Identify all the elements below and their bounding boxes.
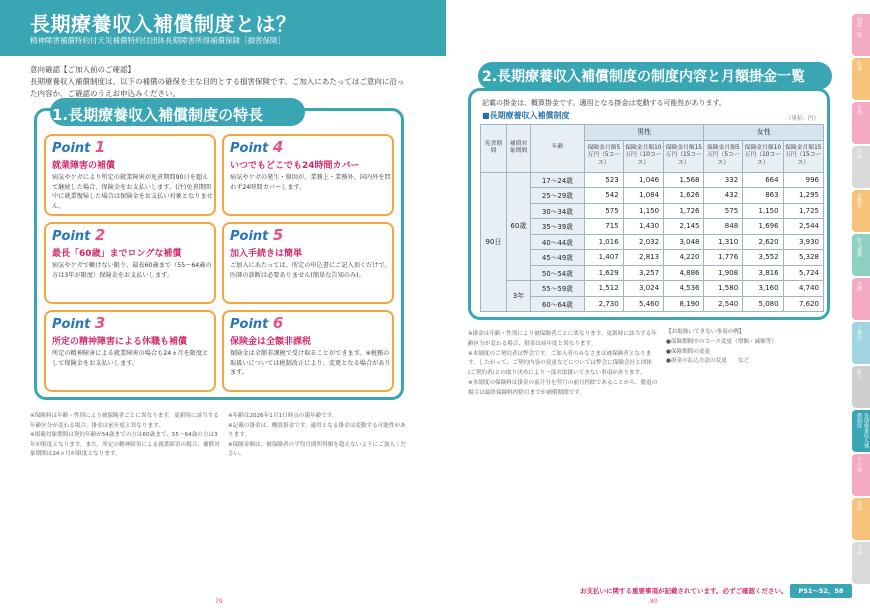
side-tab-label: 介護 [856,281,862,291]
female-premium-cell: 575 [704,203,743,219]
male-premium-cell: 3,024 [623,281,663,297]
note: ※掲載対象期間は契約年齢が54歳までの方は60歳まで、55〜64歳の方は3年が限度となります。また、所定の精神障害による就業障害の場合、補償対象期間は24ヵ月が限度となります。 [30,432,220,457]
age-cell: 60～64歳 [531,296,585,312]
age-cell: 17～24歳 [531,172,585,188]
age-cell: 30～34歳 [531,203,585,219]
side-tab-label: 団体 [856,149,862,159]
female-premium-cell: 1,908 [704,265,743,281]
header-course-15: 保険金月額15万円（15コース） [783,140,823,172]
female-premium-cell: 1,150 [743,203,783,219]
point-heading: 所定の精神障害による休職も補償 [52,337,188,347]
side-tab-label: 長期療養収入補償制度 [856,413,869,448]
table-row [481,250,824,266]
female-premium-cell: 2,544 [783,219,823,235]
female-premium-cell: 1,310 [704,234,743,250]
side-tab[interactable] [852,190,870,232]
age-cell: 55～59歳 [531,281,585,297]
point-word: Point [230,141,269,156]
note: ※保険料は年齢・性別により被保険者ごとに異なります。更新時に該当する年齢区分が変わる場合、掛金は前年度と異なります。 [30,413,219,429]
point-body: 病気やケガの発生・原因が、業務上・業務外、国内外を問わず24時間カバーします。 [230,174,391,191]
left-notes-b [228,412,408,460]
point-heading: 就業障害の補償 [52,161,116,171]
side-tab-label: 生命 [856,105,862,115]
male-premium-cell: 1,150 [623,203,663,219]
header-course-10: 保険金月額10万円（10コース） [623,140,663,172]
side-tab[interactable] [852,322,870,364]
female-premium-cell: 5,080 [743,296,783,312]
point-card [222,134,394,216]
point-card [44,222,216,304]
male-premium-cell: 4,886 [664,265,704,281]
note: ※年齢は2026年1月1日時点の満年齢です。 [228,413,338,419]
page-number-left: 79 [215,598,223,605]
header-male: 男性 [585,125,704,141]
side-tab-label: その他 [856,457,862,472]
male-premium-cell: 542 [585,188,624,204]
premium-table-title: ■長期療養収入補償制度 [482,111,570,120]
side-tab-label: ご案内 [856,325,862,340]
male-premium-cell: 5,460 [623,296,663,312]
unavailable-items-box [666,328,826,367]
point-body: 病気やケガで働けない限り、最長60歳まで（55〜64歳の方は3年が限度）保険金をお支払いします。 [52,262,212,279]
page-number-right: 80 [650,598,658,605]
point-number: 6 [272,314,284,332]
point-word: Point [52,317,91,332]
point-heading: 保険金は全額非課税 [230,337,312,347]
point-body: ご加入にあたっては、所定の申込書にご記入頂くだけで、医師の診断は必要ありません(簡単な告知のみ)。 [230,262,391,279]
female-premium-cell: 3,930 [783,234,823,250]
header-course-5: 保険金月額5万円（5コース） [704,140,743,172]
left-notes-a [30,412,220,460]
male-premium-cell: 3,257 [623,265,663,281]
table-row [481,265,824,281]
point-heading: 最長「60歳」までロングな補償 [52,249,182,259]
period-cell: 3年 [507,281,531,312]
point-number: 4 [272,138,284,156]
features-banner-title: 1.長期療養収入補償制度の特長 [52,106,264,124]
age-cell: 25～29歳 [531,188,585,204]
point-word: Point [230,317,269,332]
unavailable-title: 【お取扱いできない事項の例】 [666,329,745,335]
male-premium-cell: 1,512 [585,281,624,297]
side-tab-label: 自動車 [856,193,862,208]
point-number: 1 [94,138,106,156]
point-card [222,222,394,304]
point-card [44,310,216,392]
page-subtitle: 精神障害補償特約付天災補償特約付団体長期障害所得補償保険［損害保険］ [30,36,285,45]
female-premium-cell: 863 [743,188,783,204]
female-premium-cell: 1,295 [783,188,823,204]
female-premium-cell: 996 [783,172,823,188]
point-heading: 加入手続きは簡単 [230,249,303,259]
side-tab[interactable] [852,454,870,496]
male-premium-cell: 4,536 [664,281,704,297]
male-premium-cell: 1,016 [585,234,624,250]
intro-text: 長期療養収入補償制度は、以下の補償の確保を主な目的とする損害保険です。ご加入にあたってはご意向に沿った内容か、ご確認のうえお申込みください。 [30,77,405,98]
side-tab[interactable] [852,102,870,144]
header-course-15: 保険金月額15万円（15コース） [664,140,704,172]
table-row [481,219,824,235]
header-period: 補償対象期間 [507,125,531,173]
male-premium-cell: 1,568 [664,172,704,188]
note: ※本制度のご契約者は弊会です。ご加入者のみなさまは被保険者となります。したがって、ご契約内容の変更などについては弊会に保険会社と団体(ご契約者)との取り決めにより一部お取扱いできない事項があります。 [468,350,652,377]
female-premium-cell: 7,620 [783,296,823,312]
footer-note: お支払いに関する重要事項が記載されています。必ずご確認ください。 [580,587,788,595]
table-row [481,281,824,297]
intro-label: 意向確認【ご加入前のご確認】 [30,65,135,74]
male-premium-cell: 2,730 [585,296,624,312]
unavailable-item: ●掛金の払込方法の変更 など [666,358,750,365]
point-heading: いつでもどこでも24時間カバー [230,161,360,171]
female-premium-cell: 2,540 [704,296,743,312]
table-row [481,188,824,204]
period-cell: 60歳 [507,172,531,281]
header-course-10: 保険金月額10万円（10コース） [743,140,783,172]
header-age: 年齢 [531,125,585,173]
male-premium-cell: 523 [585,172,624,188]
side-tab-label: 資料 [856,501,862,511]
male-premium-cell: 715 [585,219,624,235]
female-premium-cell: 5,328 [783,250,823,266]
exemption-cell: 90日 [481,172,507,312]
header-exemption: 免責期間 [481,125,507,173]
side-tab[interactable] [852,278,870,320]
male-premium-cell: 1,629 [585,265,624,281]
female-premium-cell: 3,552 [743,250,783,266]
point-body: 所定の精神障害による就業障害の場合も24ヵ月を限度として保険金をお支払いします。 [52,350,209,367]
header-course-5: 保険金月額5万円（5コース） [585,140,624,172]
side-tab-label: 収入補償 [856,237,862,257]
female-premium-cell: 1,776 [704,250,743,266]
age-cell: 50～54歳 [531,265,585,281]
table-row [481,234,824,250]
note: ※本制度の保険料は掛金の前月分を翌月の前月控除であることから、脱退の場合は最終保険料控除月までが補償期間です。 [468,379,658,396]
footer-page-ref[interactable]: P51～52、58 [790,584,852,598]
female-premium-cell: 3,160 [743,281,783,297]
female-premium-cell: 1,725 [783,203,823,219]
point-number: 5 [272,226,284,244]
point-number: 2 [94,226,106,244]
note: ※記載の掛金は、概算掛金です。適用となる掛金は変動する可能性があります。 [228,422,406,438]
female-premium-cell: 432 [704,188,743,204]
point-word: Point [52,229,91,244]
side-tab-label: 医療 [856,61,862,71]
female-premium-cell: 4,740 [783,281,823,297]
note: ※掛金は年齢・性別により被保険者ごとに異なります。更新時に該当する年齢区分が変わる場合、掛金は前年度と異なります。 [468,331,657,347]
table-row [481,172,824,188]
unavailable-item: ●保険期間中のコース変更（増額・減額等） [666,338,777,345]
female-premium-cell: 848 [704,219,743,235]
male-premium-cell: 3,048 [664,234,704,250]
male-premium-cell: 1,046 [623,172,663,188]
side-tab[interactable] [852,410,870,452]
female-premium-cell: 3,816 [743,265,783,281]
premium-unit: （単位：円） [786,116,820,122]
male-premium-cell: 8,190 [664,296,704,312]
male-premium-cell: 575 [585,203,624,219]
age-cell: 35～39歳 [531,219,585,235]
header-female: 女性 [704,125,824,141]
right-notes [468,330,658,398]
side-tab[interactable] [852,234,870,276]
premium-table [480,124,824,312]
age-cell: 40～44歳 [531,234,585,250]
point-card [222,310,394,392]
female-premium-cell: 332 [704,172,743,188]
point-word: Point [230,229,269,244]
side-tab[interactable] [852,58,870,100]
male-premium-cell: 2,032 [623,234,663,250]
side-tab[interactable] [852,146,870,188]
side-tab[interactable] [852,14,870,56]
male-premium-cell: 1,084 [623,188,663,204]
male-premium-cell: 1,626 [664,188,704,204]
female-premium-cell: 664 [743,172,783,188]
side-tab-label: 手続 [856,545,862,555]
male-premium-cell: 1,430 [623,219,663,235]
male-premium-cell: 2,813 [623,250,663,266]
premium-banner-title: 2.長期療養収入補償制度の制度内容と月額掛金一覧 [482,69,806,85]
age-cell: 45～49歳 [531,250,585,266]
male-premium-cell: 4,220 [664,250,704,266]
side-tab[interactable] [852,498,870,540]
point-word: Point [52,141,91,156]
female-premium-cell: 2,620 [743,234,783,250]
female-premium-cell: 5,724 [783,265,823,281]
premium-description: 記載の掛金は、概算掛金です。適用となる掛金は変動する可能性があります。 [482,99,726,107]
point-body: 病気やケガにより所定の就業障害が免責期間90日を超えて継続した場合、保険金をお支払いします。(注)免責期間中に就業復帰した場合は保険金をお支払い対象となりません。 [52,174,213,210]
point-number: 3 [94,314,106,332]
point-body: 保険金は全額非課税で受け取ることができます。※税務の取扱いについては税制改正により、変更となる場合があります。 [230,350,391,377]
male-premium-cell: 1,407 [585,250,624,266]
table-row [481,296,824,312]
point-card [44,134,216,216]
side-tab[interactable] [852,542,870,584]
note: ※保険金額は、被保険者の平均月間所得額を超えないようにご加入ください。 [228,441,407,457]
male-premium-cell: 2,145 [664,219,704,235]
side-tab[interactable] [852,366,870,408]
side-tab-label: 総合 [856,369,862,379]
female-premium-cell: 1,696 [743,219,783,235]
side-tab-label: 制度一覧 [856,17,862,37]
page-title: 長期療養収入補償制度とは？ [30,12,297,36]
female-premium-cell: 1,580 [704,281,743,297]
unavailable-item: ●保険期間の変更 [666,348,711,355]
table-row [481,203,824,219]
male-premium-cell: 1,726 [664,203,704,219]
